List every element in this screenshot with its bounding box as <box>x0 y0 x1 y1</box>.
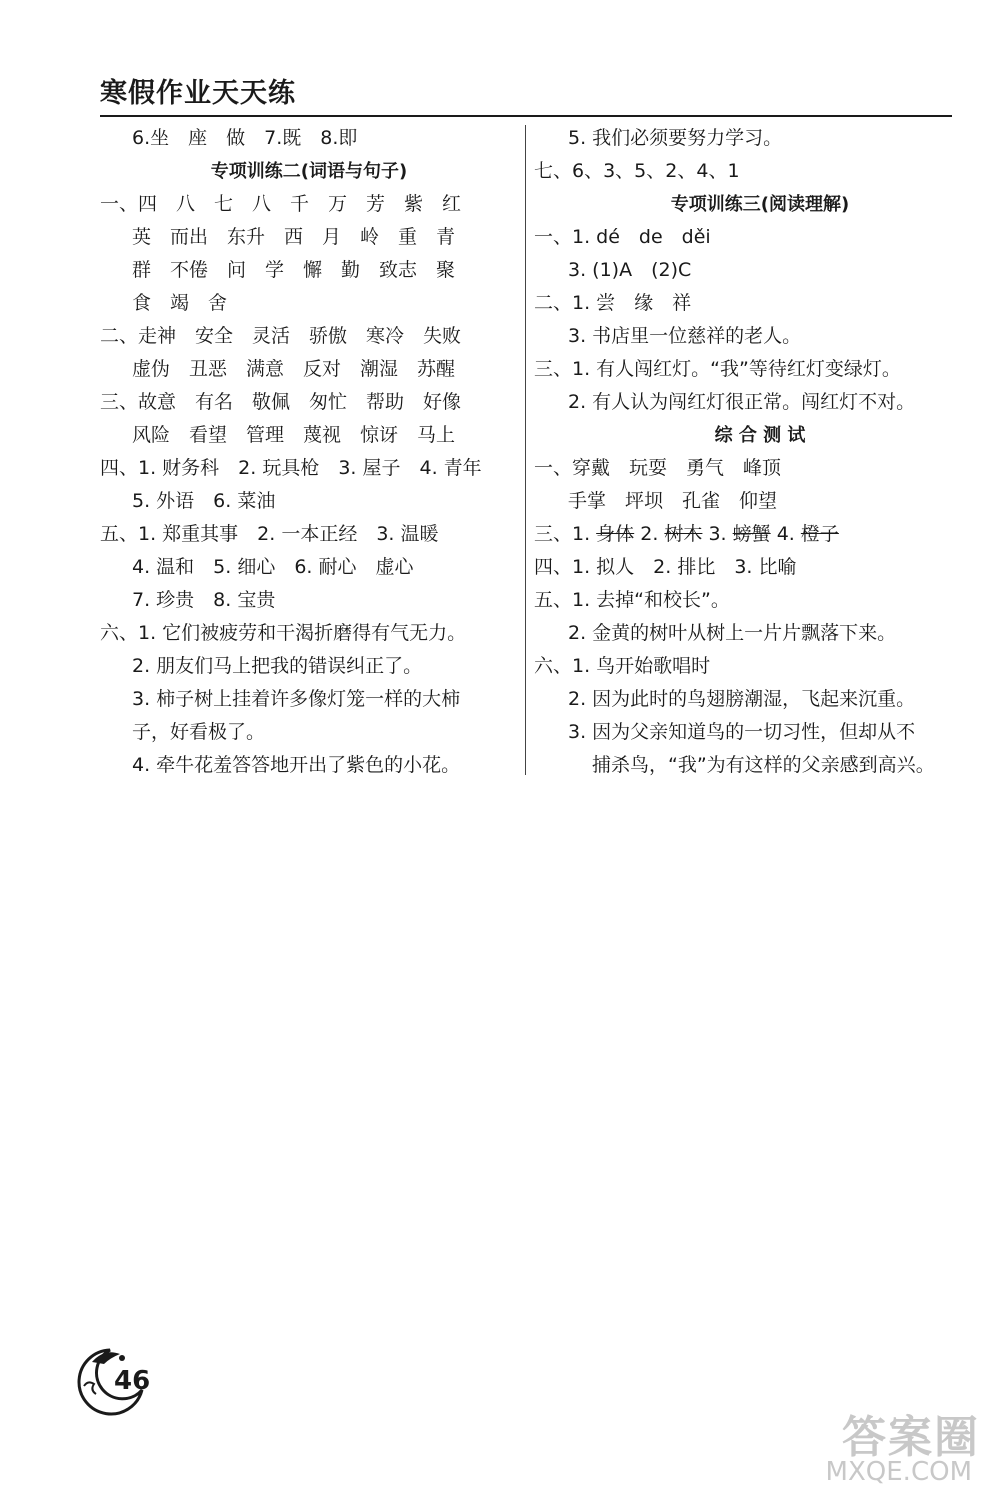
answer-line: 3. 柿子树上挂着许多像灯笼一样的大柿 <box>132 688 461 710</box>
answer-line: 3. (1)A (2)C <box>568 259 692 281</box>
watermark-url: MXQE.COM <box>825 1457 972 1487</box>
answer-line: 手掌 坪坝 孔雀 仰望 <box>568 490 778 512</box>
right-column <box>534 122 960 782</box>
answer-prefix: 4. <box>770 523 801 545</box>
answer-prefix: 3. <box>702 523 733 545</box>
answer-line: 群 不倦 问 学 懈 勤 致志 聚 <box>132 259 456 281</box>
answer-line: 风险 看望 管理 蔑视 惊讶 马上 <box>132 424 456 446</box>
answer-line: 六、1. 它们被疲劳和干渴折磨得有气无力。 <box>100 622 467 644</box>
answer-line: 四、1. 拟人 2. 排比 3. 比喻 <box>534 556 797 578</box>
answer-line: 子，好看极了。 <box>132 721 266 743</box>
header-rule <box>100 115 952 117</box>
answer-line-struck <box>534 518 960 551</box>
struck-word: 身体 <box>596 523 635 545</box>
section-heading-2: 专项训练二(词语与句子) <box>210 161 408 182</box>
left-column <box>100 122 518 782</box>
page-number: 46 <box>114 1366 151 1396</box>
answer-line: 3. 书店里一位慈祥的老人。 <box>568 325 802 347</box>
page-title: 寒假作业天天练 <box>100 78 296 109</box>
answer-line: 六、1. 鸟开始歌唱时 <box>534 655 711 677</box>
answer-line: 一、四 八 七 八 千 万 芳 紫 红 <box>100 193 462 215</box>
answer-line: 4. 牵牛花羞答答地开出了紫色的小花。 <box>132 754 461 776</box>
struck-word: 橙子 <box>800 523 839 545</box>
answer-line: 三、故意 有名 敬佩 匆忙 帮助 好像 <box>100 391 462 413</box>
page-number-badge <box>70 1342 150 1422</box>
answer-line: 七、6、3、5、2、4、1 <box>534 160 740 182</box>
answer-line: 2. 金黄的树叶从树上一片片飘落下来。 <box>568 622 897 644</box>
answer-line: 虚伪 丑恶 满意 反对 潮湿 苏醒 <box>132 358 456 380</box>
answer-line: 6.坐 座 做 7.既 8.即 <box>132 127 358 149</box>
answer-line: 二、走神 安全 灵活 骄傲 寒冷 失败 <box>100 325 462 347</box>
answer-line: 食 竭 舍 <box>132 292 228 314</box>
section-heading-3: 专项训练三(阅读理解) <box>670 194 850 215</box>
answer-line: 五、1. 去掉“和校长”。 <box>534 589 730 611</box>
answer-line: 三、1. 有人闯红灯。“我”等待红灯变绿灯。 <box>534 358 901 380</box>
answer-line: 7. 珍贵 8. 宝贵 <box>132 589 276 611</box>
answer-line: 3. 因为父亲知道鸟的一切习性，但却从不 <box>568 721 916 743</box>
answer-line: 捕杀鸟，“我”为有这样的父亲感到高兴。 <box>592 754 935 776</box>
answer-prefix: 三、1. <box>534 523 597 545</box>
answer-line: 英 而出 东升 西 月 岭 重 青 <box>132 226 456 248</box>
answer-line: 2. 因为此时的鸟翅膀潮湿，飞起来沉重。 <box>568 688 916 710</box>
answer-prefix: 2. <box>634 523 665 545</box>
column-divider <box>525 125 526 775</box>
answer-line: 4. 温和 5. 细心 6. 耐心 虚心 <box>132 556 414 578</box>
struck-word: 树木 <box>664 523 703 545</box>
section-heading-test: 综 合 测 试 <box>714 425 806 446</box>
answer-line: 2. 有人认为闯红灯很正常。闯红灯不对。 <box>568 391 916 413</box>
answer-line: 5. 我们必须要努力学习。 <box>568 127 783 149</box>
answer-line: 一、1. dé de děi <box>534 226 711 248</box>
answer-line: 2. 朋友们马上把我的错误纠正了。 <box>132 655 423 677</box>
answer-line: 二、1. 尝 缘 祥 <box>534 292 692 314</box>
answer-line: 四、1. 财务科 2. 玩具枪 3. 屋子 4. 青年 <box>100 457 482 479</box>
answer-line: 一、穿戴 玩耍 勇气 峰顶 <box>534 457 782 479</box>
watermark-logo: 答案圈 <box>842 1412 980 1463</box>
answer-line: 五、1. 郑重其事 2. 一本正经 3. 温暖 <box>100 523 439 545</box>
struck-word: 螃蟹 <box>732 523 771 545</box>
answer-line: 5. 外语 6. 菜油 <box>132 490 276 512</box>
